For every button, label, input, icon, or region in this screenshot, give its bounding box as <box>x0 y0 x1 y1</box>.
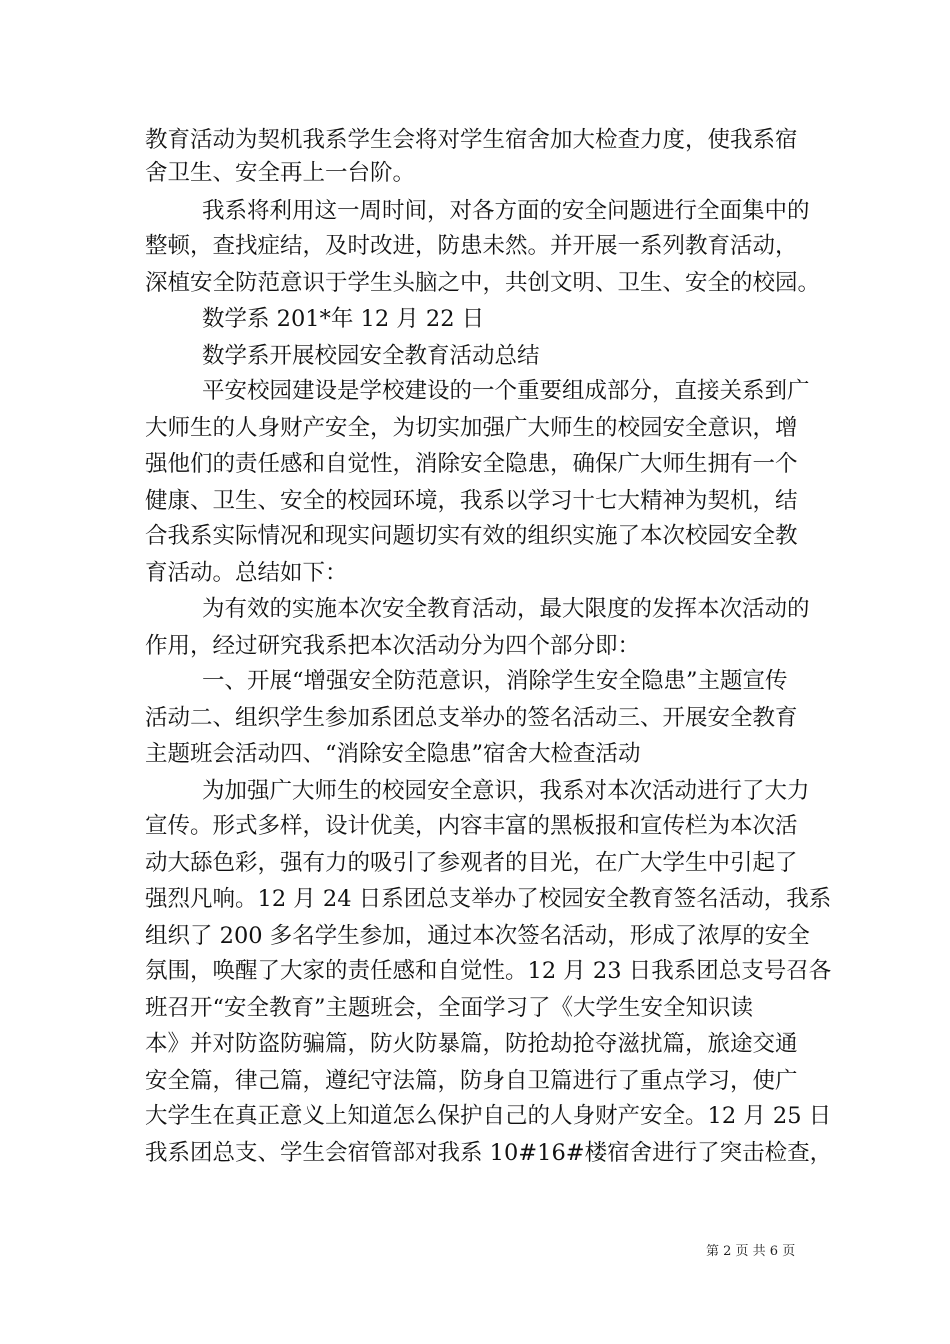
text-line: 舍卫生、安全再上一台阶。 <box>145 160 416 186</box>
text-line: 我系将利用这一周时间，对各方面的安全问题进行全面集中的 <box>202 198 810 224</box>
text-line: 强烈凡响。12 月 24 日系团总支举办了校园安全教育签名活动，我系 <box>145 886 832 912</box>
text-line: 安全篇，律己篇，遵纪守法篇，防身自卫篇进行了重点学习，使广 <box>145 1068 798 1094</box>
text-line: 本》并对防盗防骗篇，防火防暴篇，防抢劫抢夺滋扰篇，旅途交通 <box>145 1031 798 1057</box>
text-line: 主题班会活动四、“消除安全隐患”宿舍大检查活动 <box>145 741 641 767</box>
text-line: 整顿，查找症结，及时改进，防患未然。并开展一系列教育活动， <box>145 233 798 259</box>
text-line: 为加强广大师生的校园安全意识，我系对本次活动进行了大力 <box>202 778 810 804</box>
text-line: 班召开“安全教育”主题班会，全面学习了《大学生安全知识读 <box>145 995 754 1021</box>
text-line: 强他们的责任感和自觉性，消除安全隐患，确保广大师生拥有一个 <box>145 451 798 477</box>
text-line: 我系团总支、学生会宿管部对我系 10#16#楼宿舍进行了突击检查， <box>145 1140 833 1166</box>
text-line: 动大舔色彩，强有力的吸引了参观者的目光，在广大学生中引起了 <box>145 850 798 876</box>
text-line: 宣传。形式多样，设计优美，内容丰富的黑板报和宣传栏为本次活 <box>145 813 798 839</box>
text-line: 为有效的实施本次安全教育活动，最大限度的发挥本次活动的 <box>202 596 810 622</box>
text-line: 合我系实际情况和现实问题切实有效的组织实施了本次校园安全教 <box>145 523 798 549</box>
text-line: 活动二、组织学生参加系团总支举办的签名活动三、开展安全教育 <box>145 705 798 731</box>
text-line: 一、开展“增强安全防范意识，消除学生安全隐患”主题宣传 <box>202 668 788 694</box>
text-line: 作用，经过研究我系把本次活动分为四个部分即： <box>145 633 641 659</box>
text-line: 育活动。总结如下： <box>145 560 348 586</box>
section-title: 数学系开展校园安全教育活动总结 <box>202 343 540 369</box>
text-line: 平安校园建设是学校建设的一个重要组成部分，直接关系到广 <box>202 378 810 404</box>
text-line: 数学系 201*年 12 月 22 日 <box>202 306 485 332</box>
text-line: 大学生在真正意义上知道怎么保护自己的人身财产安全。12 月 25 日 <box>145 1103 832 1129</box>
text-line: 组织了 200 多名学生参加，通过本次签名活动，形成了浓厚的安全 <box>145 923 810 949</box>
text-line: 深植安全防范意识于学生头脑之中，共创文明、卫生、安全的校园。 <box>145 270 821 296</box>
text-line: 氛围，唤醒了大家的责任感和自觉性。12 月 23 日我系团总支号召各 <box>145 958 832 984</box>
text-line: 教育活动为契机我系学生会将对学生宿舍加大检查力度，使我系宿 <box>145 127 798 153</box>
text-line: 大师生的人身财产安全，为切实加强广大师生的校园安全意识，增 <box>145 415 798 441</box>
page-number: 第 2 页 共 6 页 <box>706 1244 796 1259</box>
text-line: 健康、卫生、安全的校园环境，我系以学习十七大精神为契机，结 <box>145 488 798 514</box>
